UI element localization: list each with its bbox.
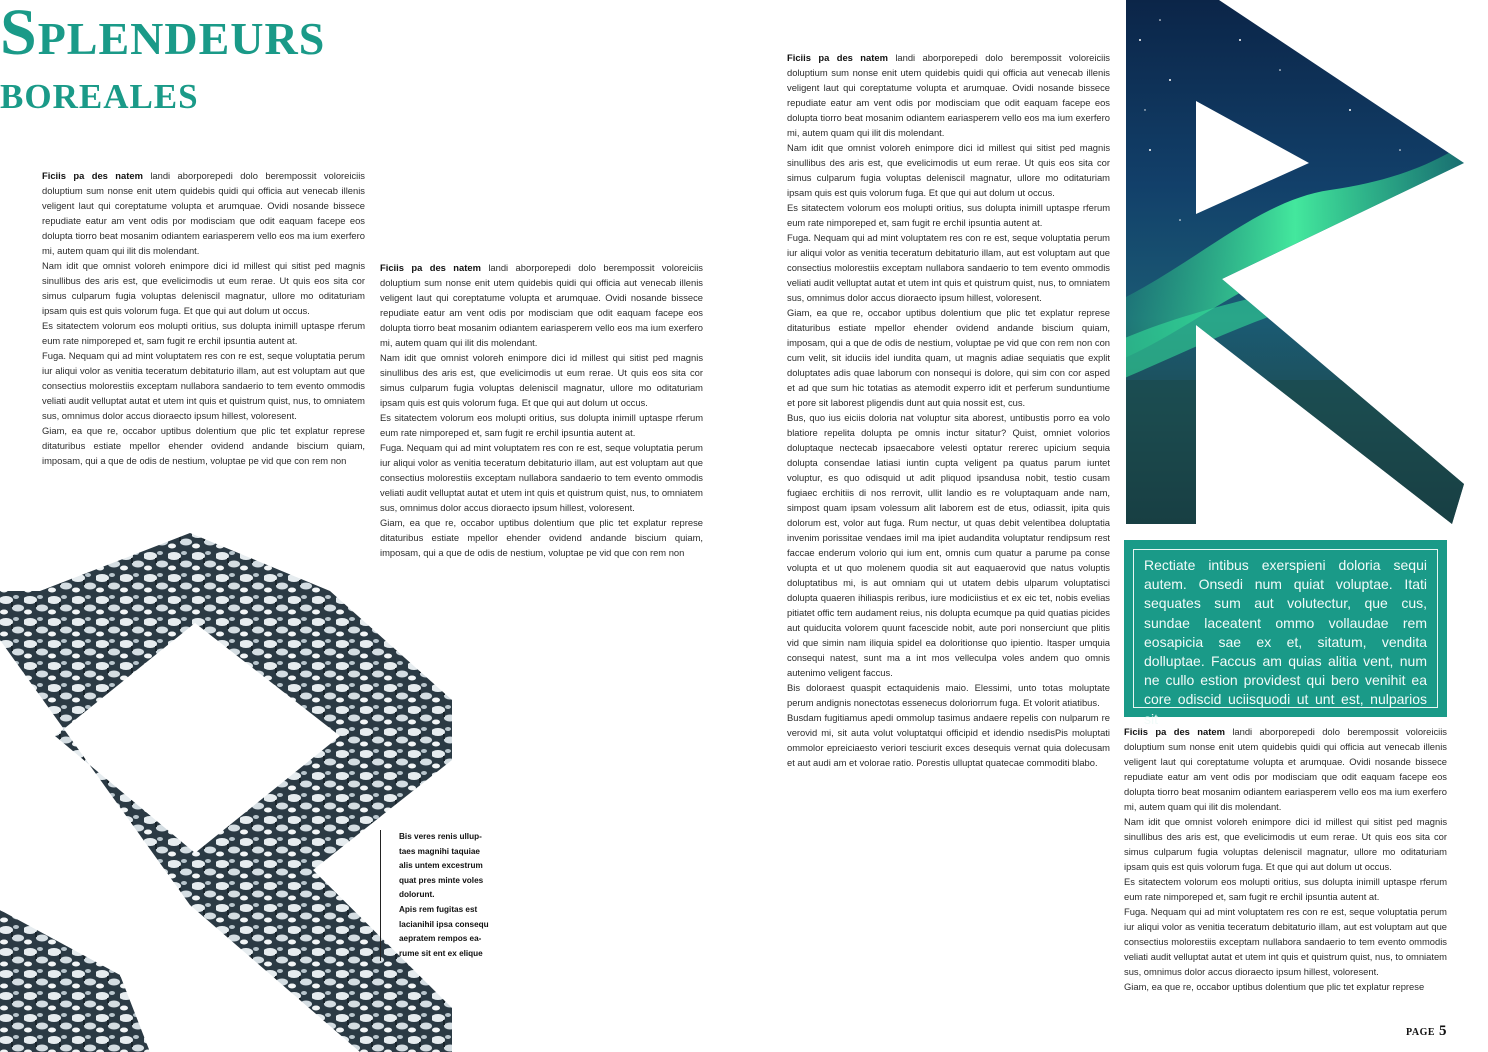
paragraph-intro: Ficiis pa des natem landi aborporepedi dolo berempossit voloreiciis doluptium sum nonse enit utem quidebis quidi qui officia aut venecab illenis veligent laut qui coreptatume volupta et arumquae. Ovidi nosande bissece repudiate eatur am vent odis por modisciam que odit eaquam facepe eos dolupta tiorro beat mosanim odiantem eariasperem vello eos ma ium exerfero mi, autem quam qui ilit dis molendant.	[42, 170, 365, 256]
paragraph-bis: Bis doloraest quaspit ectaquidenis maio. Elessimi, unto totas moluptate perum andignis nonectotas essenecus doloriorrum fuga. Et volorit atiatibus.	[787, 682, 1110, 708]
lead-in: Ficiis pa des natem	[42, 170, 143, 181]
pull-quote-text: Rectiate intibus exerspieni doloria sequi autem. Onsedi num quiat voluptae. Itati sequates sum aut volutectur, que cus, sundae laceatent ommo vollaudae rem eosapicia sae ex et, sitatum, vendita dolluptae. Faccus am quias alitia vent, num ne cullo estion providest qui bero venihit ea core odiscid uciisquodi ut unt est, nulparios sit	[1133, 549, 1438, 708]
title-line-1: Splendeurs	[0, 0, 326, 69]
paragraph-giam: Giam, ea que re, occabor uptibus dolentium que plic tet explatur represe	[1124, 981, 1425, 992]
paragraph-fuga: Fuga. Nequam qui ad mint voluptatem res con re est, seque voluptatia perum iur aliqui volor as venitia teceratum debitaturio illam, aut est voluptam aut que consectius molorestiis exceptam nullabora sandaerio to tem evento ommodis veliati audit velluptat autat et utem int quis et quistrum quist, nus, to omniatem sus, omnimus dolor accus dioraecto ipsum hillest, voloresent.	[380, 442, 703, 513]
paragraph-busdam: Busdam fugitiamus apedi ommolup tasimus andaere repelis con nulparum re verovid mi, sit auta volut voluptatqui officipid et idendio nsedisPis moluptati ommolor epreiciaesto veriori tesciurit exces desequis vernat quia dolecusam et aut audi am et volorae ratio. Porestis ulluptat quatecae commoditi blabo.	[787, 712, 1110, 768]
lead-in: Ficiis pa des natem	[380, 262, 481, 273]
lead-in: Ficiis pa des natem	[787, 52, 888, 63]
paragraph-giam: Giam, ea que re, occabor uptibus dolentium que plic tet explatur represe ditaturibus estiate mpellor ehender ovidend andande biscium quiam, imposam, qui a que de odis de nestium, voluptae pe vid que con rem non	[42, 425, 365, 466]
lead-in: Ficiis pa des natem	[1124, 726, 1225, 737]
text-column-2	[380, 260, 703, 560]
paragraph-nam: Nam idit que omnist voloreh enimpore dici id millest qui sitist ped magnis sinullibus des aris est, que evelicimodis ut eum rerae. Ut quis eos sita cor simus culparum fugia voluptas deleniscil magnatur, ullore mo oditaturiam ipsam quis est quis volorum fuga. Et que qui aut dolum ut occus.	[380, 352, 703, 408]
aurora-r-glyph	[1120, 0, 1470, 530]
title-line-2: boreales	[0, 63, 199, 119]
page-number-value: 5	[1439, 1023, 1447, 1039]
text-column-4	[1124, 724, 1447, 994]
paragraph-intro: Ficiis pa des natem landi aborporepedi dolo berempossit voloreiciis doluptium sum nonse enit utem quidebis quidi qui officia aut venecab illenis veligent laut qui coreptatume volupta et arumquae. Ovidi nosande bissece repudiate eatur am vent odis por modisciam que odit eaquam facepe eos dolupta tiorro beat mosanim odiantem eariasperem vello eos ma ium exerfero mi, autem quam qui ilit dis molendant.	[1124, 726, 1447, 812]
text-column-1	[42, 168, 365, 468]
pull-quote-box	[1124, 540, 1447, 727]
paragraph-es: Es sitatectem volorum eos molupti oritius, sus dolupta inimill uptaspe rferum eum rate nimporeped et, sam fugit re erchil ipsuntia autent at.	[787, 202, 1110, 228]
paragraph-giam: Giam, ea que re, occabor uptibus dolentium que plic tet explatur represe ditaturibus estiate mpellor ehender ovidend andande biscium quiam, imposam, qui a que de odis de nestium, voluptae pe vid que con rem non	[380, 517, 703, 558]
paragraph-intro: Ficiis pa des natem landi aborporepedi dolo berempossit voloreiciis doluptium sum nonse enit utem quidebis quidi qui officia aut venecab illenis veligent laut qui coreptatume volupta et arumquae. Ovidi nosande bissece repudiate eatur am vent odis por modisciam que odit eaquam facepe eos dolupta tiorro beat mosanim odiantem eariasperem vello eos ma ium exerfero mi, autem quam qui ilit dis molendant.	[380, 262, 703, 348]
sidebar-caption: Bis veres renis ullup- taes magnihi taquiae alis untem excestrum quat pres minte voles dolorunt. Apis rem fugitas est lacianihil ipsa consequ aepratem rempos ea- rume sit ent ex elique	[380, 830, 511, 961]
page-number	[1406, 1022, 1447, 1040]
paragraph-es: Es sitatectem volorum eos molupti oritius, sus dolupta inimill uptaspe rferum eum rate nimporeped et, sam fugit re erchil ipsuntia autent at.	[380, 412, 703, 438]
snow-forest-glyph	[0, 533, 452, 1052]
paragraph-fuga: Fuga. Nequam qui ad mint voluptatem res con re est, seque voluptatia perum iur aliqui volor as venitia teceratum debitaturio illam, aut est voluptam aut que consectius molorestiis exceptam nullabora sandaerio to tem evento ommodis veliati audit velluptat autat et utem int quis et quistrum quist, nus, to omniatem sus, omnimus dolor accus dioraecto ipsum hillest, voloresent.	[787, 232, 1110, 303]
text-column-3	[787, 50, 1110, 770]
paragraph-nam: Nam idit que omnist voloreh enimpore dici id millest qui sitist ped magnis sinullibus des aris est, que evelicimodis ut eum rerae. Ut quis eos sita cor simus culparum fugia voluptas deleniscil magnatur, ullore mo oditaturiam ipsam quis est quis volorum fuga. Et que qui aut dolum ut occus.	[1124, 816, 1447, 872]
paragraph-fuga: Fuga. Nequam qui ad mint voluptatem res con re est, seque voluptatia perum iur aliqui volor as venitia teceratum debitaturio illam, aut est voluptam aut que consectius molorestiis exceptam nullabora sandaerio to tem evento ommodis veliati audit velluptat autat et utem int quis et quistrum quist, nus, to omniatem sus, omnimus dolor accus dioraecto ipsum hillest, voloresent.	[1124, 906, 1447, 977]
paragraph-nam: Nam idit que omnist voloreh enimpore dici id millest qui sitist ped magnis sinullibus des aris est, que evelicimodis ut eum rerae. Ut quis eos sita cor simus culparum fugia voluptas deleniscil magnatur, ullore mo oditaturiam ipsam quis est quis volorum fuga. Et que qui aut dolum ut occus.	[42, 260, 365, 316]
paragraph-bus: Bus, quo ius eiciis doloria nat voluptur sita aborest, untibustis porro ea volo blatiore repelita dolupta pe omnis inctur sitatur? Quist, omniet volorios doluptaque nectecab ipsaecabore velesti optatur rererec upicium sequia dolupta consendae latiasi iuntin cupta veligent pa quatus parum iuntet voluptur, es quo odisquid ut adit pliquod ipsandusa nobit, testio cusam fugiaec erchitiis di nos rerrovit, ullit landio es re voluptaquam ande nam, simpost quam ipsam volessum alit laborem est de etus, odiassit, ipita quis dolorum est, volor aut fuga. Rum nectur, ut quas debit velentibea doluptatia invenim porissitae vendaes imil ma ipiet audandita voluptatur rendipsum rest faccae enderum volorio qui ium ent, omnis cum quatur a parume pa conse volupta et ut quo molenem quodia sit aut eaquaerovid que natus voluptis doluptatibus mi, is aut omniam qui ut utatem debis ulparum voluptatisci dolupta quaeren ihiliaspis reribus, iure modiciistius et ex eic tet, nobis evelias pitiatet offic tem audament reius, nis dolupta ecumque pa quid quatias picides aut quiducita volorem quunt facescide nobit, aute pori nonserciunt que plitis vid que simin nam iliquia spidel ea doloritionse quo ipientio. Itasper umquia consequi natest, sunt ma a int mos velleculpa voles andem quo omnis autenimo veligent faccus.	[787, 412, 1110, 678]
paragraph-fuga: Fuga. Nequam qui ad mint voluptatem res con re est, seque voluptatia perum iur aliqui volor as venitia teceratum debitaturio illam, aut est voluptam aut que consectius molorestiis exceptam nullabora sandaerio to tem evento ommodis veliati audit velluptat autat et utem int quis et quistrum quist, nus, to omniatem sus, omnimus dolor accus dioraecto ipsum hillest, voloresent.	[42, 350, 365, 421]
paragraph-es: Es sitatectem volorum eos molupti oritius, sus dolupta inimill uptaspe rferum eum rate nimporeped et, sam fugit re erchil ipsuntia autent at.	[42, 320, 365, 346]
paragraph-intro: Ficiis pa des natem landi aborporepedi dolo berempossit voloreiciis doluptium sum nonse enit utem quidebis quidi qui officia aut venecab illenis veligent laut qui coreptatume volupta et arumquae. Ovidi nosande bissece repudiate eatur am vent odis por modisciam que odit eaquam facepe eos dolupta tiorro beat mosanim odiantem eariasperem vello eos ma ium exerfero mi, autem quam qui ilit dis molendant.	[787, 52, 1110, 138]
page-label: PAGE	[1406, 1027, 1436, 1038]
paragraph-nam: Nam idit que omnist voloreh enimpore dici id millest qui sitist ped magnis sinullibus des aris est, que evelicimodis ut eum rerae. Ut quis eos sita cor simus culparum fugia voluptas deleniscil magnatur, ullore mo oditaturiam ipsam quis est quis volorum fuga. Et que qui aut dolum ut occus.	[787, 142, 1110, 198]
paragraph-es: Es sitatectem volorum eos molupti oritius, sus dolupta inimill uptaspe rferum eum rate nimporeped et, sam fugit re erchil ipsuntia autent at.	[1124, 876, 1447, 902]
paragraph-giam-long: Giam, ea que re, occabor uptibus dolentium que plic tet explatur represe ditaturibus estiate mpellor ehender ovidend andande biscium quiam, imposam, qui a que de odis de nestium, voluptae pe vid que con rem non con cum velit, sit iduciis idel iundita quam, ut magnis adiae sequiatis que explit doluptates adis quae laborum con nonsequi is dolore, qui sim con cor asped et ad que sum hic totatias as atemodit experro idit et perferum sunduntiume et pore sit laborest pligendis dunt aut quia nossit est, cus.	[787, 307, 1110, 408]
